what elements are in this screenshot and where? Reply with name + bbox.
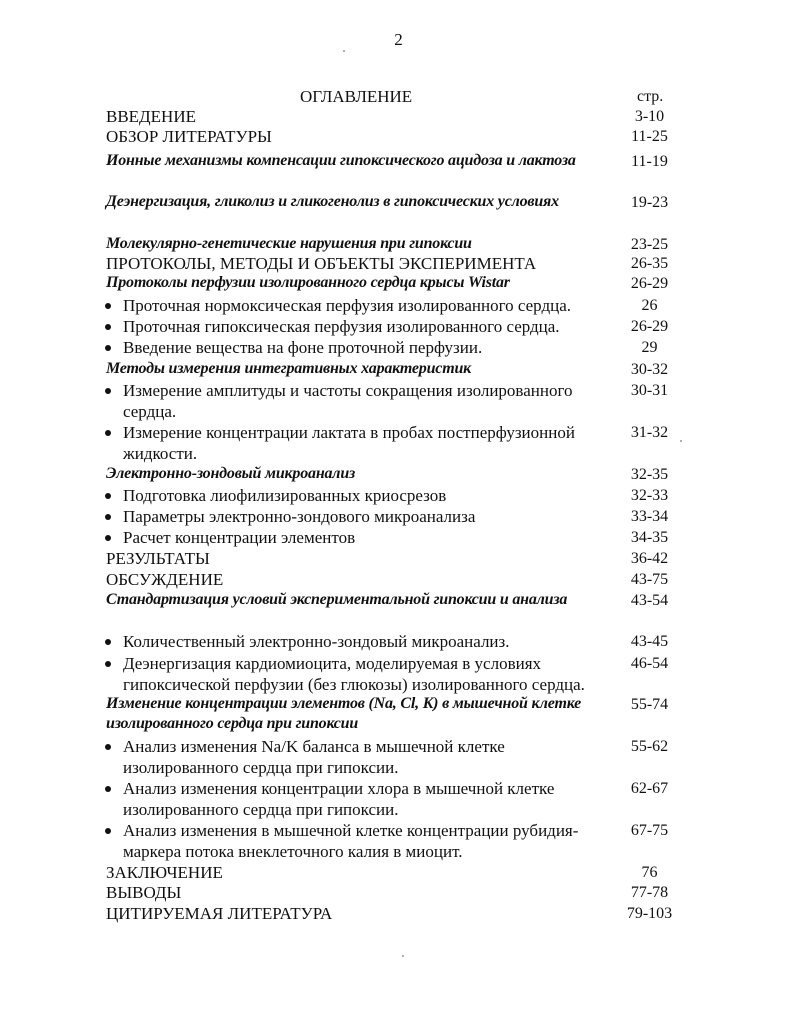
toc-entry-text: Проточная нормоксическая перфузия изолированного сердца. [123, 296, 571, 315]
toc-entry-pages: 55-74 [630, 696, 669, 713]
toc-entry-pages: 76 [641, 864, 658, 881]
toc-title: ОГЛАВЛЕНИЕ [300, 87, 413, 106]
toc-entry-pages: 79-103 [626, 905, 673, 922]
toc-entry-pages: 55-62 [630, 738, 669, 755]
toc-entry-text: Параметры электронно-зондового микроанализа [123, 507, 476, 526]
toc-bullet-item [0, 380, 797, 422]
toc-entry-text: Анализ изменения в мышечной клетке концентрации рубидия-маркера потока внеклеточного калия в миоцит. [123, 821, 579, 861]
toc-section [0, 694, 797, 736]
toc-entry-text: Деэнергизация кардиомиоцита, моделируемая в условиях гипоксической перфузии (без глюкозы) изолированного сердца. [123, 654, 585, 694]
toc-entry-pages: 36-42 [630, 550, 669, 567]
toc-entry-text: ПРОТОКОЛЫ, МЕТОДЫ И ОБЪЕКТЫ ЭКСПЕРИМЕНТА [106, 254, 537, 273]
toc-entry-pages: 77-78 [630, 884, 669, 901]
toc-entry-text: Изменение концентрации элементов (Na, Cl, K) в мышечной клетке изолированного сердца при гипоксии [106, 695, 582, 732]
toc-entry-text: Ионные механизмы компенсации гипоксического ацидоза и лактоза [106, 152, 576, 169]
toc-chapter [0, 862, 797, 883]
scan-speck [343, 50, 345, 52]
toc-entry-pages: 29 [641, 339, 658, 356]
toc-entry-pages: 32-35 [630, 466, 669, 483]
toc-entry-text: Измерение амплитуды и частоты сокращения изолированного сердца. [123, 381, 573, 421]
toc-bullet-item [0, 295, 797, 316]
bullet-icon [105, 493, 111, 499]
toc-entry-pages: 62-67 [630, 780, 669, 797]
bullet-icon [105, 786, 111, 792]
toc-entry-pages: 26-29 [630, 318, 669, 335]
toc-entry-text: Анализ изменения Na/K баланса в мышечной клетке изолированного сердца при гипоксии. [123, 737, 505, 777]
toc-section [0, 359, 797, 380]
toc-chapter [0, 569, 797, 590]
toc-entry-text: Расчет концентрации элементов [123, 528, 356, 547]
toc-entry-text: Введение вещества на фоне проточной перфузии. [123, 338, 483, 357]
toc-entry-text: РЕЗУЛЬТАТЫ [106, 549, 210, 568]
toc-section [0, 151, 797, 193]
toc-entry-text: ВЫВОДЫ [106, 883, 182, 902]
toc-entry-pages: 43-45 [630, 633, 669, 650]
toc-entry-pages: 23-25 [630, 236, 669, 253]
toc-bullet-item [0, 506, 797, 527]
toc-bullet-item [0, 736, 797, 778]
toc-entry-text: ЗАКЛЮЧЕНИЕ [106, 863, 223, 882]
toc-entry-text: Проточная гипоксическая перфузия изолированного сердца. [123, 317, 560, 336]
toc-bullet-item [0, 778, 797, 820]
bullet-icon [105, 828, 111, 834]
bullet-icon [105, 514, 111, 520]
bullet-icon [105, 324, 111, 330]
toc-entry-pages: 30-31 [630, 382, 669, 399]
toc-entry-pages: 11-25 [631, 128, 668, 145]
toc-entry-text: Количественный электронно-зондовый микроанализ. [123, 632, 510, 651]
scan-speck [402, 955, 404, 957]
toc-section [0, 192, 797, 234]
toc-entry-text: Деэнергизация, гликолиз и гликогенолиз в гипоксических условиях [106, 193, 559, 210]
toc-entry-pages: 26-29 [630, 275, 669, 292]
toc-chapter [0, 548, 797, 569]
toc-entry-text: Измерение концентрации лактата в пробах постперфузионной жидкости. [123, 423, 575, 463]
toc-entry-text: ВВЕДЕНИЕ [106, 107, 196, 126]
toc-chapter [0, 106, 797, 127]
toc-section [0, 590, 797, 632]
toc-entry-pages: 43-54 [630, 592, 669, 609]
toc-entry-pages: 67-75 [630, 822, 669, 839]
toc-entry-text: Анализ изменения концентрации хлора в мышечной клетке изолированного сердца при гипоксии. [123, 779, 555, 819]
toc-chapter [0, 126, 797, 147]
toc-bullet-item [0, 527, 797, 548]
toc-entry-pages: 32-33 [630, 487, 669, 504]
toc-entry-pages: 34-35 [630, 529, 669, 546]
bullet-icon [105, 303, 111, 309]
toc-entry-pages: 33-34 [630, 508, 669, 525]
bullet-icon [105, 535, 111, 541]
toc-bullet-item [0, 316, 797, 337]
bullet-icon [105, 388, 111, 394]
toc-entry-text: Протоколы перфузии изолированного сердца крысы Wistar [106, 274, 510, 291]
toc-section [0, 464, 797, 485]
toc-entry-text: Методы измерения интегративных характеристик [106, 360, 472, 377]
toc-entry-text: ОБЗОР ЛИТЕРАТУРЫ [106, 127, 272, 146]
toc-entry-pages: 26 [641, 297, 658, 314]
toc-section [0, 234, 797, 255]
toc-bullet-item [0, 422, 797, 464]
page-column-label: стр. [637, 88, 664, 105]
toc-section [0, 273, 797, 294]
toc-bullet-item [0, 485, 797, 506]
scan-speck [680, 440, 682, 442]
toc-entry-pages: 43-75 [630, 571, 669, 588]
toc-bullet-item [0, 820, 797, 862]
toc-entry-text: ОБСУЖДЕНИЕ [106, 570, 224, 589]
toc-entry-pages: 30-32 [630, 361, 669, 378]
toc-entry-pages: 26-35 [630, 255, 669, 272]
toc-entry-pages: 19-23 [630, 194, 669, 211]
bullet-icon [105, 345, 111, 351]
bullet-icon [105, 661, 111, 667]
bullet-icon [105, 639, 111, 645]
toc-entry-pages: 11-19 [631, 153, 668, 170]
toc-chapter [0, 903, 797, 924]
toc-chapter [0, 882, 797, 903]
toc-entry-pages: 46-54 [630, 655, 669, 672]
bullet-icon [105, 744, 111, 750]
toc-entry-pages: 31-32 [630, 424, 669, 441]
bullet-icon [105, 430, 111, 436]
toc-entry-pages: 3-10 [634, 108, 665, 125]
toc-bullet-item [0, 631, 797, 652]
toc-entry-text: Молекулярно-генетические нарушения при гипоксии [106, 235, 472, 252]
toc-entry-text: Электронно-зондовый микроанализ [106, 465, 356, 482]
toc-bullet-item [0, 653, 797, 695]
toc-entry-text: Подготовка лиофилизированных криосрезов [123, 486, 447, 505]
toc-entry-text: ЦИТИРУЕМАЯ ЛИТЕРАТУРА [106, 904, 333, 923]
toc-bullet-item [0, 337, 797, 358]
toc-chapter [0, 253, 797, 274]
page-number: 2 [394, 30, 403, 49]
toc-entry-text: Стандартизация условий экспериментальной гипоксии и анализа [106, 591, 568, 608]
